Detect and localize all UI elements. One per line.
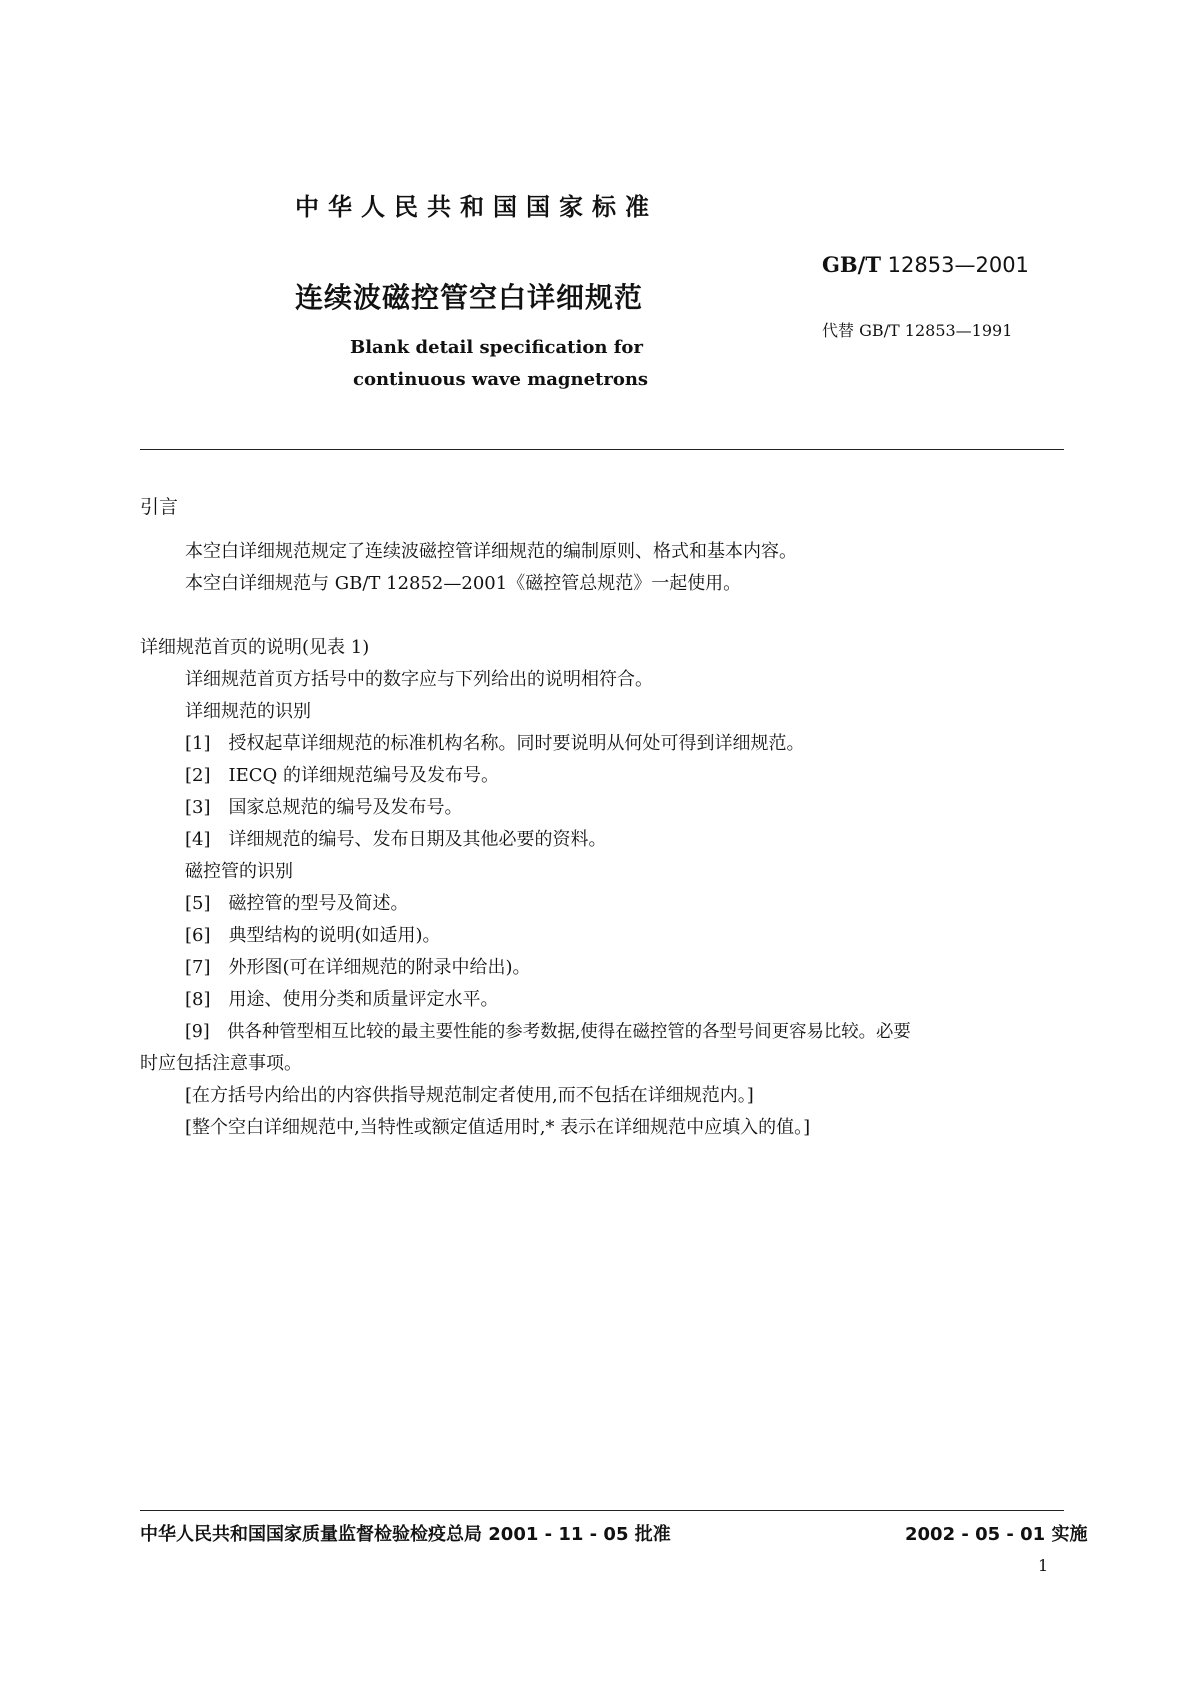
standard-code xyxy=(822,252,1029,277)
item-number: [3] xyxy=(185,797,211,818)
list-item xyxy=(185,921,441,947)
item-number: [1] xyxy=(185,733,211,754)
list-item xyxy=(185,729,805,755)
national-standard-heading: 中华人民共和国国家标准 xyxy=(295,193,658,221)
list-item xyxy=(185,825,607,851)
title-en-line2: continuous wave magnetrons xyxy=(353,369,649,390)
first-page-description: 详细规范首页方括号中的数字应与下列给出的说明相符合。 xyxy=(185,669,653,690)
standard-code-number: 12853—2001 xyxy=(887,253,1029,277)
item-text: 授权起草详细规范的标准机构名称。同时要说明从何处可得到详细规范。 xyxy=(228,733,805,754)
item-text: IECQ 的详细规范编号及发布号。 xyxy=(228,765,499,786)
note: [整个空白详细规范中,当特性或额定值适用时,* 表示在详细规范中应填入的值。] xyxy=(185,1117,811,1138)
list-item xyxy=(185,889,409,915)
item-number: [2] xyxy=(185,765,211,786)
item-number: [8] xyxy=(185,989,211,1010)
item-text: 用途、使用分类和质量评定水平。 xyxy=(228,989,499,1010)
item-text: 供各种管型相互比较的最主要性能的参考数据,使得在磁控管的各型号间更容易比较。必要 xyxy=(227,1022,911,1042)
item-number: [7] xyxy=(185,957,211,978)
title-en-line1: Blank detail specification for xyxy=(350,337,643,358)
item-text: 详细规范的编号、发布日期及其他必要的资料。 xyxy=(228,829,607,850)
implementation-date: 2002 - 05 - 01 实施 xyxy=(905,1524,1088,1545)
first-page-heading: 详细规范首页的说明(见表 1) xyxy=(140,637,370,658)
note: [在方括号内给出的内容供指导规范制定者使用,而不包括在详细规范内。] xyxy=(185,1085,754,1106)
list-item xyxy=(185,761,499,787)
list-item xyxy=(185,985,499,1011)
item-number: [6] xyxy=(185,925,211,946)
item-number: [9] xyxy=(185,1022,210,1042)
magnetron-identification-heading: 磁控管的识别 xyxy=(185,861,293,882)
item-text: 磁控管的型号及简述。 xyxy=(228,893,409,914)
item-number: [5] xyxy=(185,893,211,914)
section-title: 引言 xyxy=(140,496,179,518)
spec-identification-heading: 详细规范的识别 xyxy=(185,701,311,722)
list-item xyxy=(185,1017,911,1042)
approval-line: 中华人民共和国国家质量监督检验检疫总局 2001 - 11 - 05 批准 xyxy=(140,1524,671,1545)
page-number: 1 xyxy=(1038,1556,1049,1575)
list-item xyxy=(185,953,531,979)
item-text: 国家总规范的编号及发布号。 xyxy=(228,797,463,818)
replaces-standard: 代替 GB/T 12853—1991 xyxy=(822,321,1013,340)
header-divider xyxy=(140,449,1064,450)
item-continuation: 时应包括注意事项。 xyxy=(140,1053,302,1074)
intro-paragraph: 本空白详细规范与 GB/T 12852—2001《磁控管总规范》一起使用。 xyxy=(185,573,742,594)
standard-code-prefix: GB/T xyxy=(822,252,881,277)
item-text: 典型结构的说明(如适用)。 xyxy=(228,925,441,946)
item-number: [4] xyxy=(185,829,211,850)
footer-divider xyxy=(140,1510,1064,1511)
item-text: 外形图(可在详细规范的附录中给出)。 xyxy=(228,957,531,978)
intro-paragraph: 本空白详细规范规定了连续波磁控管详细规范的编制原则、格式和基本内容。 xyxy=(185,541,797,562)
list-item xyxy=(185,793,463,819)
title-zh: 连续波磁控管空白详细规范 xyxy=(295,281,644,314)
